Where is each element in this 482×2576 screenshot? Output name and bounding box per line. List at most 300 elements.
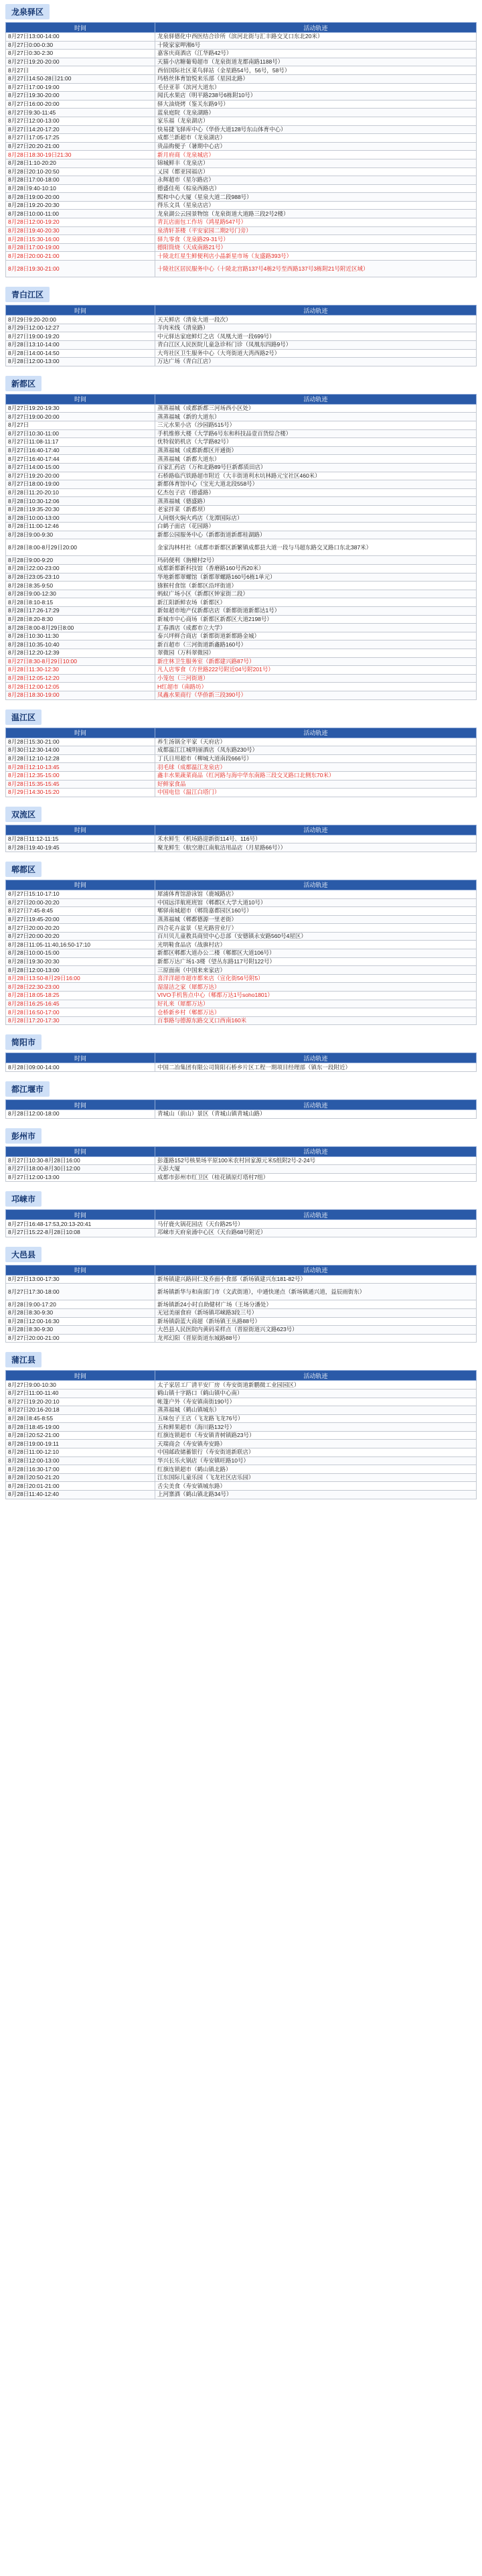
table-row bbox=[6, 176, 477, 185]
cell-track: 中国电信（温江白塔门） bbox=[155, 789, 477, 797]
cell-track: 仓桥新乡村（郫都万达） bbox=[155, 1008, 477, 1017]
cell-time: 8月27日20:00-20:20 bbox=[6, 932, 155, 941]
table-row bbox=[6, 789, 477, 797]
table-row bbox=[6, 226, 477, 235]
cell-time: 8月27日11:08-11:17 bbox=[6, 438, 155, 447]
table-row bbox=[6, 624, 477, 632]
cell-time: 8月27日16:00-20:00 bbox=[6, 100, 155, 109]
cell-track: 五和鲜果超市（海川路132号） bbox=[155, 1423, 477, 1432]
cell-time: 8月27日0:00-0:30 bbox=[6, 41, 155, 50]
cell-track: 龙泉湖公云园景物馆（龙泉街道大道路三段2号2楼） bbox=[155, 210, 477, 218]
cell-time: 8月27日11:00-11:40 bbox=[6, 1389, 155, 1398]
table-header bbox=[6, 825, 477, 835]
cell-track: 汇春酒店（成都市立大学） bbox=[155, 624, 477, 632]
cell-track: 湿湿洁之家（犀都万达） bbox=[155, 983, 477, 992]
cell-track: 禾水鲜生（机场路迎新街114号、116号） bbox=[155, 835, 477, 843]
cell-track: 三原面南（中国来来家店） bbox=[155, 966, 477, 975]
cell-track: 人间烟火焖火鸡店（龙潭国际店） bbox=[155, 514, 477, 523]
cell-time: 8月28日23:05-23:10 bbox=[6, 573, 155, 582]
table-row bbox=[6, 843, 477, 852]
cell-track: 大弯社区卫生服务中心（大弯街道大湾西路2号） bbox=[155, 349, 477, 358]
cell-track: 大邑县人民医院内黄码采样点（晋原街道兴文路623号） bbox=[155, 1326, 477, 1335]
cell-time: 8月28日9:00-17:20 bbox=[6, 1300, 155, 1309]
cell-track: 喜洋洋超市超市都来店（宣化街56号附5） bbox=[155, 974, 477, 983]
cell-track: 十陵家家呷湘6号 bbox=[155, 41, 477, 50]
table-body bbox=[6, 33, 477, 277]
table-body bbox=[6, 1063, 477, 1072]
column-header-time: 时间 bbox=[6, 1265, 155, 1275]
cell-track: 新都公园服务中心（新都街道新都桂湖路） bbox=[155, 531, 477, 539]
table-row bbox=[6, 607, 477, 616]
cell-time: 8月28日18:45-19:00 bbox=[6, 1423, 155, 1432]
cell-track: 新都体育馆中心（宝光大道北段558号） bbox=[155, 480, 477, 489]
table-row bbox=[6, 74, 477, 83]
cell-time: 8月30日12:30-14:00 bbox=[6, 746, 155, 755]
cell-track: 三元水果小店（沙园路515号） bbox=[155, 421, 477, 429]
cell-track: 中元驿达家庭鲜灯之店（凤凰大道一段699号） bbox=[155, 332, 477, 341]
cell-track: 天彭大厦 bbox=[155, 1165, 477, 1174]
table-row bbox=[6, 1165, 477, 1174]
district-section bbox=[5, 1247, 477, 1343]
table-row bbox=[6, 1063, 477, 1072]
table-row bbox=[6, 92, 477, 100]
cell-track: 蒸蒸福城（鹤山镇城东） bbox=[155, 1406, 477, 1415]
cell-track: 鑫丰水果蔬菜商品（红河路与海中华东南路三段交叉路口北侧东70米） bbox=[155, 771, 477, 780]
table-row bbox=[6, 1491, 477, 1499]
cell-time: 8月27日18:00-8月30日12:00 bbox=[6, 1165, 155, 1174]
header-row bbox=[6, 1146, 477, 1156]
table-row bbox=[6, 746, 477, 755]
table-row bbox=[6, 598, 477, 607]
table-row bbox=[6, 1156, 477, 1165]
cell-time: 8月28日8:00-8月29日8:00 bbox=[6, 624, 155, 632]
column-header-time: 时间 bbox=[6, 825, 155, 835]
table-row bbox=[6, 1456, 477, 1465]
table-row bbox=[6, 480, 477, 489]
table-row bbox=[6, 531, 477, 539]
cell-time: 8月28日20:10-20:50 bbox=[6, 167, 155, 176]
table-row bbox=[6, 184, 477, 193]
header-row bbox=[6, 880, 477, 890]
cell-track: 中国二冶集团有限公司简阳石桥乡片区工程一期项目经理部（镇东一段附近） bbox=[155, 1063, 477, 1072]
district-section bbox=[5, 1034, 477, 1072]
cell-time: 8月28日22:00-23:00 bbox=[6, 565, 155, 573]
table-row bbox=[6, 691, 477, 699]
cell-time: 8月28日11:40-12:40 bbox=[6, 1491, 155, 1499]
table-row bbox=[6, 640, 477, 649]
cell-track: 新江阳新鲜农场（新都区） bbox=[155, 598, 477, 607]
district-tag: 温江区 bbox=[5, 709, 42, 725]
table-row bbox=[6, 117, 477, 125]
cell-time: 8月27日16:40-17:44 bbox=[6, 455, 155, 464]
district-section bbox=[5, 1191, 477, 1237]
cell-time: 8月27日20:20-21:00 bbox=[6, 142, 155, 151]
table-row bbox=[6, 539, 477, 556]
cell-time: 8月28日12:00-13:00 bbox=[6, 966, 155, 975]
header-row bbox=[6, 1371, 477, 1381]
cell-track: 羽毛球（成都温江龙泉店） bbox=[155, 763, 477, 772]
table-row bbox=[6, 957, 477, 966]
cell-track: 贵品购便子（暑期中心店） bbox=[155, 142, 477, 151]
cell-time: 8月28日12:00-13:00 bbox=[6, 1456, 155, 1465]
table-row bbox=[6, 1431, 477, 1440]
cell-time: 8月28日8:00-8月29日20:00 bbox=[6, 539, 155, 556]
table-row bbox=[6, 738, 477, 746]
table-row bbox=[6, 1308, 477, 1317]
cell-time: 8月28日11:05-11:40,16:50-17:10 bbox=[6, 941, 155, 949]
cell-time: 8月28日12:00-13:00 bbox=[6, 358, 155, 366]
table-row bbox=[6, 590, 477, 598]
cell-track: 邛崃市天府泉涌中心区（天台路68号附近） bbox=[155, 1228, 477, 1237]
header-row bbox=[6, 825, 477, 835]
table-row bbox=[6, 50, 477, 58]
table-row bbox=[6, 1448, 477, 1457]
cell-time: 8月27日17:05-17:25 bbox=[6, 134, 155, 143]
table-row bbox=[6, 446, 477, 455]
table-body bbox=[6, 835, 477, 852]
cell-time: 8月28日9:00-9:20 bbox=[6, 556, 155, 565]
cell-time: 8月28日20:01-21:00 bbox=[6, 1482, 155, 1491]
cell-track: 百川贝儿童教具商贸中心总部（安德镇永安路560号4屋区） bbox=[155, 932, 477, 941]
cell-track: 凤鑫水果商行（华侨新三段390号） bbox=[155, 691, 477, 699]
record-table bbox=[5, 394, 477, 700]
cell-track: 好鲜家食品 bbox=[155, 780, 477, 789]
cell-time: 8月28日16:50-17:00 bbox=[6, 1008, 155, 1017]
cell-time: 8月28日10:30-11:30 bbox=[6, 632, 155, 640]
column-header-track: 活动轨迹 bbox=[155, 1146, 477, 1156]
cell-time: 8月28日17:20-17:30 bbox=[6, 1016, 155, 1025]
cell-track: 华地新都翠螺馆（新都翠螺路160号6栋1单元） bbox=[155, 573, 477, 582]
table-row bbox=[6, 1414, 477, 1423]
cell-track: 五味包子王店（飞龙路飞龙76号） bbox=[155, 1414, 477, 1423]
table-row bbox=[6, 1482, 477, 1491]
table-row bbox=[6, 1389, 477, 1398]
table-row bbox=[6, 497, 477, 506]
table-body bbox=[6, 1220, 477, 1237]
cell-track: 好礼来（犀都万达） bbox=[155, 1000, 477, 1008]
table-row bbox=[6, 438, 477, 447]
cell-time: 8月28日17:00-19:00 bbox=[6, 243, 155, 252]
cell-time: 8月28日8:30-9:30 bbox=[6, 1308, 155, 1317]
district-section bbox=[5, 4, 477, 277]
cell-time: 8月27日19:20-19:30 bbox=[6, 404, 155, 413]
table-row bbox=[6, 1334, 477, 1343]
cell-time: 8月27日15:22-8月28日10:08 bbox=[6, 1228, 155, 1237]
district-tag: 简阳市 bbox=[5, 1034, 42, 1050]
cell-time: 8月28日19:40-19:45 bbox=[6, 843, 155, 852]
cell-track: 猕猴村食馆（新都区沿坪街道） bbox=[155, 582, 477, 590]
cell-time: 8月28日18:30-19日21:30 bbox=[6, 151, 155, 159]
record-table bbox=[5, 22, 477, 277]
cell-track: 马仔鹿火锅花园店（天台路25号） bbox=[155, 1220, 477, 1229]
cell-track: 蒸蒸福城（德盛路） bbox=[155, 497, 477, 506]
table-row bbox=[6, 316, 477, 324]
record-table bbox=[5, 305, 477, 366]
cell-time: 8月28日09:00-14:00 bbox=[6, 1063, 155, 1072]
header-row bbox=[6, 1053, 477, 1063]
table-row bbox=[6, 771, 477, 780]
table-row bbox=[6, 523, 477, 531]
cell-track: 太子家居工厂清平安厂房（寿安街道新鹏微工业园园区） bbox=[155, 1381, 477, 1389]
cell-time: 8月27日13:00-14:00 bbox=[6, 33, 155, 42]
district-tag: 青白江区 bbox=[5, 287, 50, 302]
cell-time: 8月28日11:12-11:15 bbox=[6, 835, 155, 843]
cell-track: 天猫小店糖葡萄超市（龙泉街道龙都南路1188号） bbox=[155, 58, 477, 66]
table-row bbox=[6, 657, 477, 666]
district-tag: 双流区 bbox=[5, 807, 42, 822]
cell-track: 青城山（前山）景区（青城山镇青城山路） bbox=[155, 1110, 477, 1119]
table-row bbox=[6, 261, 477, 277]
cell-time: 8月28日9:40-10:10 bbox=[6, 184, 155, 193]
cell-time: 8月27日19:00-20:00 bbox=[6, 413, 155, 421]
column-header-track: 活动轨迹 bbox=[155, 1053, 477, 1063]
cell-time: 8月28日16:30-17:00 bbox=[6, 1465, 155, 1474]
table-row bbox=[6, 674, 477, 683]
table-row bbox=[6, 455, 477, 464]
cell-track: 上河寨酒（鹤山镇北路34号） bbox=[155, 1491, 477, 1499]
table-row bbox=[6, 1381, 477, 1389]
cell-track: 十陵社区居民服务中心（十陵北宫路137号4栋2号至西路137号3栋附21号附近区域） bbox=[155, 261, 477, 277]
district-tag: 邛崃市 bbox=[5, 1191, 42, 1207]
district-tag: 蒲江县 bbox=[5, 1352, 42, 1367]
cell-time: 8月27日14:50-28日21:00 bbox=[6, 74, 155, 83]
table-row bbox=[6, 66, 477, 75]
cell-track: H红超市（南路坊） bbox=[155, 683, 477, 691]
column-header-time: 时间 bbox=[6, 1371, 155, 1381]
header-row bbox=[6, 394, 477, 404]
table-row bbox=[6, 932, 477, 941]
cell-time: 8月28日8:20-8:30 bbox=[6, 615, 155, 624]
table-row bbox=[6, 41, 477, 50]
cell-track: 新城市中心商场（新都区新都区大道2198号） bbox=[155, 615, 477, 624]
cell-track: 新场镇蔚蓝大商超（新场镇王丛路88号） bbox=[155, 1317, 477, 1326]
table-row bbox=[6, 332, 477, 341]
table-body bbox=[6, 890, 477, 1025]
record-table bbox=[5, 825, 477, 852]
cell-time: 8月27日8:30-8月29日10:00 bbox=[6, 657, 155, 666]
cell-track: 德盛佳苑（棕泉西路店） bbox=[155, 184, 477, 193]
column-header-track: 活动轨迹 bbox=[155, 394, 477, 404]
header-row bbox=[6, 306, 477, 316]
cell-time: 8月27日18:00-19:00 bbox=[6, 480, 155, 489]
table-row bbox=[6, 974, 477, 983]
table-row bbox=[6, 573, 477, 582]
column-header-time: 时间 bbox=[6, 306, 155, 316]
cell-track: 手机维修大楼（大学路6号东和科技品壹百货综合楼） bbox=[155, 429, 477, 438]
cell-time: 8月28日12:10-12:28 bbox=[6, 754, 155, 763]
cell-time: 8月27日12:00-13:00 bbox=[6, 117, 155, 125]
cell-track: 光明鞋食品店（战旗村店） bbox=[155, 941, 477, 949]
table-body bbox=[6, 1275, 477, 1343]
table-row bbox=[6, 1000, 477, 1008]
table-body bbox=[6, 1381, 477, 1499]
district-section bbox=[5, 287, 477, 366]
header-row bbox=[6, 1210, 477, 1220]
table-header bbox=[6, 1100, 477, 1110]
cell-time: 8月28日22:30-23:00 bbox=[6, 983, 155, 992]
table-row bbox=[6, 754, 477, 763]
cell-track: 泉清轩茶楼（平安家园二期2号门旁） bbox=[155, 226, 477, 235]
cell-time: 8月28日19:00-19:11 bbox=[6, 1440, 155, 1448]
cell-track: 德阳筒烧（天成南路21号） bbox=[155, 243, 477, 252]
table-row bbox=[6, 1440, 477, 1448]
table-row bbox=[6, 1284, 477, 1300]
table-row bbox=[6, 1016, 477, 1025]
cell-track: 中国邮政储蓄银行（寿安街道新联店） bbox=[155, 1448, 477, 1457]
district-section bbox=[5, 376, 477, 700]
table-row bbox=[6, 429, 477, 438]
cell-time: 8月27日14:20-17:20 bbox=[6, 125, 155, 134]
district-section bbox=[5, 1352, 477, 1499]
cell-track: 万达广场（青白江店） bbox=[155, 358, 477, 366]
table-row bbox=[6, 632, 477, 640]
column-header-time: 时间 bbox=[6, 23, 155, 33]
cell-track: VIVO手机售点中心（郫都万达1号soho1801） bbox=[155, 992, 477, 1000]
district-section bbox=[5, 807, 477, 852]
table-row bbox=[6, 1326, 477, 1335]
cell-track: 蓝泉庭院（龙泉湖路） bbox=[155, 109, 477, 117]
cell-track: 新百超市（三河街道新鑫路160号） bbox=[155, 640, 477, 649]
table-row bbox=[6, 159, 477, 167]
cell-time: 8月27日14:00-15:00 bbox=[6, 463, 155, 472]
cell-track: 西佰国际社区菜鸟驿站（金星路54号，56号，58号） bbox=[155, 66, 477, 75]
cell-time: 8月28日8:10-8:15 bbox=[6, 598, 155, 607]
cell-time: 8月27日0:30-2:30 bbox=[6, 50, 155, 58]
cell-time: 8月28日11:00-12:46 bbox=[6, 523, 155, 531]
cell-track: 石桥路临汽铁路超市附近（大丰街道利水坑林路元宝社区460米） bbox=[155, 472, 477, 480]
cell-time: 8月27日16:40-17:40 bbox=[6, 446, 155, 455]
column-header-time: 时间 bbox=[6, 728, 155, 738]
cell-track: 江东国际儿童乐园（飞龙社区店乐园） bbox=[155, 1473, 477, 1482]
table-row bbox=[6, 413, 477, 421]
cell-time: 8月28日1:10-20:20 bbox=[6, 159, 155, 167]
cell-time: 8月28日16:25-16:45 bbox=[6, 1000, 155, 1008]
record-table bbox=[5, 1370, 477, 1499]
district-section bbox=[5, 862, 477, 1026]
cell-track: 龙泉驿德化中西医结合诊所（滨河北街与汇丰路交叉口东北20米） bbox=[155, 33, 477, 42]
cell-track: 锦城鲜丰（龙泉店） bbox=[155, 159, 477, 167]
cell-track: 金家沟林村社（成都市新都区新繁镇成都县大道一段与马超东路交叉路口东北387米） bbox=[155, 539, 477, 556]
cell-time: 8月28日15:30-21:00 bbox=[6, 738, 155, 746]
district-section bbox=[5, 1128, 477, 1182]
table-row bbox=[6, 1398, 477, 1406]
table-row bbox=[6, 1008, 477, 1017]
cell-track: 玛格丝体育馆悦来乐部（星园北路） bbox=[155, 74, 477, 83]
table-row bbox=[6, 666, 477, 675]
table-row bbox=[6, 142, 477, 151]
table-row bbox=[6, 1465, 477, 1474]
table-row bbox=[6, 1228, 477, 1237]
table-row bbox=[6, 463, 477, 472]
cell-time: 8月28日18:05-18:25 bbox=[6, 992, 155, 1000]
table-row bbox=[6, 58, 477, 66]
table-row bbox=[6, 514, 477, 523]
cell-track: 蒸蒸福城（成都新都三河场西小区处） bbox=[155, 404, 477, 413]
cell-track: 快易捷飞驿库中心（华侨大道128号东山体育中心） bbox=[155, 125, 477, 134]
table-row bbox=[6, 421, 477, 429]
cell-time: 8月29日9:20-20:00 bbox=[6, 316, 155, 324]
table-row bbox=[6, 1317, 477, 1326]
cell-track: 驿大油烧烤（鉴关东路9号） bbox=[155, 100, 477, 109]
cell-time: 8月27日20:00-20:20 bbox=[6, 924, 155, 933]
cell-track: 新庄林卫生服务室（新都建兴路87号） bbox=[155, 657, 477, 666]
cell-track: 天瑞商会（寿安镇寿安路） bbox=[155, 1440, 477, 1448]
cell-track: 乂园（都亚园福店） bbox=[155, 167, 477, 176]
table-row bbox=[6, 167, 477, 176]
table-row bbox=[6, 349, 477, 358]
cell-track: 百事路与德源东路交叉口西南160米 bbox=[155, 1016, 477, 1025]
table-row bbox=[6, 890, 477, 898]
header-row bbox=[6, 23, 477, 33]
table-row bbox=[6, 210, 477, 218]
cell-track: 成都新都新科技馆（香磨路160号西20米） bbox=[155, 565, 477, 573]
cell-time: 8月28日17:26-17:29 bbox=[6, 607, 155, 616]
table-row bbox=[6, 201, 477, 210]
table-row bbox=[6, 505, 477, 514]
cell-track: 青瓦店面包工作坊（鸿星路547号） bbox=[155, 218, 477, 227]
cell-track: 嘉客庆商酒店（江华路42号） bbox=[155, 50, 477, 58]
cell-time: 8月28日8:35-9:50 bbox=[6, 582, 155, 590]
cell-time: 8月28日19:20-20:30 bbox=[6, 201, 155, 210]
table-row bbox=[6, 949, 477, 958]
cell-time: 8月28日19:40-20:30 bbox=[6, 226, 155, 235]
district-tag: 新都区 bbox=[5, 376, 42, 391]
cell-time: 8月28日19:35-20:30 bbox=[6, 505, 155, 514]
cell-time: 8月28日12:35-15:00 bbox=[6, 771, 155, 780]
table-row bbox=[6, 835, 477, 843]
cell-time: 8月28日14:00-14:50 bbox=[6, 349, 155, 358]
cell-track: 鹤山镇十字路口（鹤山镇中心南） bbox=[155, 1389, 477, 1398]
cell-time: 8月28日12:00-18:00 bbox=[6, 1110, 155, 1119]
column-header-track: 活动轨迹 bbox=[155, 306, 477, 316]
table-row bbox=[6, 235, 477, 244]
cell-time: 8月28日20:50-21:20 bbox=[6, 1473, 155, 1482]
cell-time: 8月28日10:30-12:06 bbox=[6, 497, 155, 506]
column-header-time: 时间 bbox=[6, 1100, 155, 1110]
table-row bbox=[6, 324, 477, 332]
record-table bbox=[5, 728, 477, 797]
table-row bbox=[6, 488, 477, 497]
record-table bbox=[5, 880, 477, 1026]
cell-time: 8月28日15:30-16:00 bbox=[6, 235, 155, 244]
cell-time: 8月28日19:30-20:30 bbox=[6, 957, 155, 966]
table-body bbox=[6, 1110, 477, 1119]
cell-time: 8月28日17:00-18:00 bbox=[6, 176, 155, 185]
cell-time: 8月27日20:16-20:18 bbox=[6, 1406, 155, 1415]
cell-track: 羊肉米线（清泉路） bbox=[155, 324, 477, 332]
table-row bbox=[6, 358, 477, 366]
cell-time: 8月27日7:45-8:45 bbox=[6, 907, 155, 916]
table-row bbox=[6, 1473, 477, 1482]
table-row bbox=[6, 1406, 477, 1415]
table-body bbox=[6, 316, 477, 366]
cell-track: 帐篷户外（寿安镇南街190号） bbox=[155, 1398, 477, 1406]
column-header-track: 活动轨迹 bbox=[155, 728, 477, 738]
cell-time: 8月27日17:30-18:00 bbox=[6, 1284, 155, 1300]
cell-track: 蚂蚁广场小区（新都区钟家街二段） bbox=[155, 590, 477, 598]
header-row bbox=[6, 1265, 477, 1275]
table-row bbox=[6, 565, 477, 573]
cell-time: 8月28日15:35-15:45 bbox=[6, 780, 155, 789]
table-row bbox=[6, 1110, 477, 1119]
cell-time: 8月28日12:10-13:45 bbox=[6, 763, 155, 772]
cell-time: 8月27日19:20-20:00 bbox=[6, 58, 155, 66]
cell-track: 成都兰新超市（龙泉湖店） bbox=[155, 134, 477, 143]
district-tag: 龙泉驿区 bbox=[5, 4, 50, 19]
cell-track: 成都温江江城明丽酒店（凤东路230号） bbox=[155, 746, 477, 755]
cell-track: 翠微园（万科翠微园） bbox=[155, 649, 477, 658]
cell-time: 8月28日19:30-21:00 bbox=[6, 261, 155, 277]
